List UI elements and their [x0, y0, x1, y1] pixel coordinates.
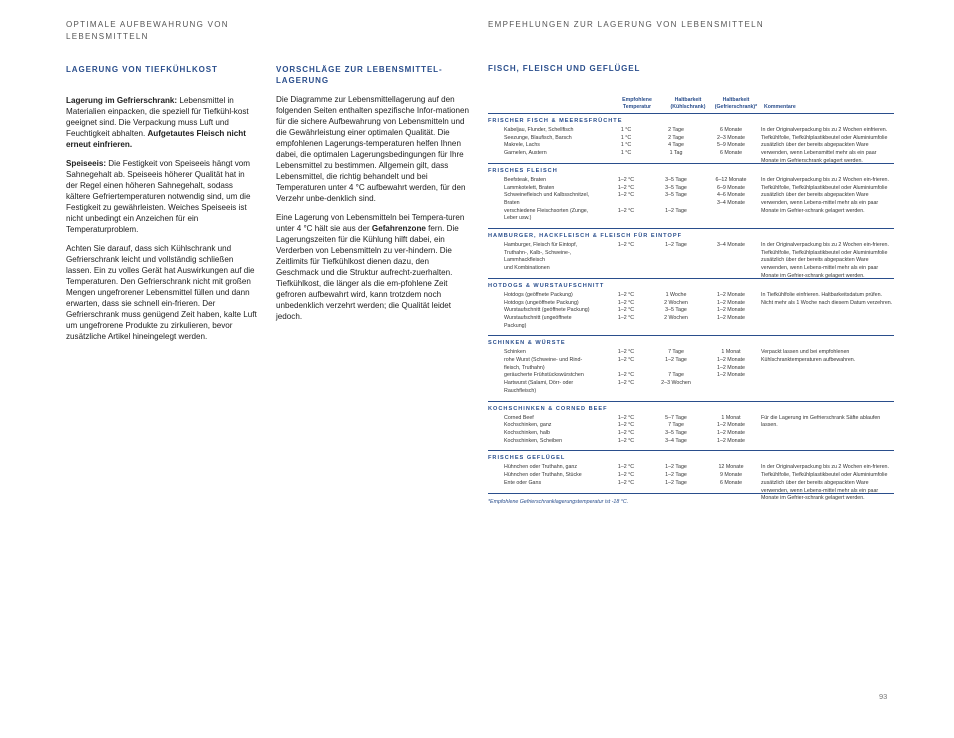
- food-name: Hotdogs (geöffnete Packung): [504, 291, 573, 298]
- food-name: Hühnchen oder Truthahn, Stücke: [504, 472, 582, 479]
- food-name: rohe Wurst (Schweine- und Rind-: [504, 357, 583, 364]
- fridge-duration: 3–5 Tage: [665, 176, 687, 183]
- food-name: Lammhackfleisch: [504, 257, 545, 264]
- temperature: 1–2 °C: [617, 242, 635, 249]
- group-title: FRISCHES GEFLÜGEL: [488, 455, 566, 462]
- fridge-duration: 3–4 Tage: [665, 437, 687, 444]
- temperature: 1 °C: [620, 142, 632, 149]
- temperature: 1–2 °C: [617, 349, 635, 356]
- fridge-duration: 1–2 Tage: [665, 357, 687, 364]
- fridge-duration: 1–2 Tage: [665, 472, 687, 479]
- freezer-duration: 6 Monate: [719, 479, 743, 486]
- header-fridge: Haltbarkeit (Kühlschrank): [670, 97, 706, 110]
- freezer-duration: 1–2 Monate: [717, 422, 745, 429]
- food-name: Kochschinken, ganz: [504, 422, 552, 429]
- food-name: Hühnchen oder Truthahn, ganz: [504, 464, 578, 471]
- freezer-duration: [702, 208, 760, 216]
- temperature: [602, 265, 650, 273]
- fridge-duration: 3–5 Tage: [665, 429, 687, 436]
- fridge-duration: 4 Tage: [668, 142, 684, 149]
- fridge-duration: 5–7 Tage: [665, 414, 687, 421]
- food-name: Packung): [504, 322, 527, 329]
- temperature: [602, 323, 650, 331]
- freezer-duration: 1 Monat: [721, 414, 741, 421]
- temperature: [602, 250, 650, 258]
- running-head-left: OPTIMALE AUFBEWAHRUNG VON LEBENSMITTELN: [66, 20, 229, 41]
- freezer-duration: 3–4 Monate: [717, 199, 745, 206]
- freezer-duration: 1 Monat: [721, 349, 741, 356]
- fridge-duration: [650, 265, 702, 273]
- food-name: und Kombinationen: [504, 265, 550, 272]
- comment: In der Originalverpackung bis zu 2 Wochen ein-frieren. Tiefkühlfolie, Tiefkühlplastikbeutel oder Aluminiumfolie zusätzlich über der bereits abgepackten Ware verwenden, wenn Lebens-mittel mehr als ein paar Monate im Gefrier-schrank gelagert werden.: [761, 464, 889, 502]
- temperature: [602, 365, 650, 373]
- temperature: 1–2 °C: [617, 192, 635, 199]
- temperature: 1 °C: [620, 150, 632, 157]
- freezer-duration: [702, 215, 760, 223]
- comment: Für die Lagerung im Gefrierschrank Säfte ablaufen lassen.: [761, 414, 881, 429]
- storage-table-section: [488, 64, 894, 505]
- food-name: Kabeljau, Flunder, Schellfisch: [504, 127, 574, 133]
- food-name: Beefsteak, Braten: [504, 176, 547, 183]
- food-name: Schweinefleisch und Kalbsschnitzel,: [504, 192, 590, 199]
- freezer-duration: 1–2 Monate: [717, 291, 745, 298]
- fridge-duration: 3–5 Tage: [665, 192, 687, 199]
- paragraph: Achten Sie darauf, dass sich Kühlschrank und Gefrierschrank leicht und vollständig schließen lassen. Ein zu volles Gerät hat Auswirkungen auf die Temperaturen. Den Gefrierschrank nicht mit großen Mengen ungefrorener Lebensmittel füllen und dann erwarten, dass sie schnell ein-frieren. Der Gefrierschrank muss genügend Zeit haben, kalte Luft um ungefrorene Produkte zu zirkulieren, bevor zusätzliche Artikel hineingelegt werden.: [66, 243, 257, 341]
- table-row: [488, 438, 894, 446]
- temperature: 1 °C: [620, 127, 632, 133]
- fridge-duration: [650, 323, 702, 331]
- temperature: 1–2 °C: [617, 357, 635, 364]
- fridge-duration: 3–5 Tage: [665, 184, 687, 191]
- group-title: KOCHSCHINKEN & CORNED BEEF: [488, 405, 608, 412]
- food-name: Kochschinken, Scheiben: [504, 437, 563, 444]
- food-name: Lammkotelett, Braten: [504, 184, 555, 191]
- group-rows: [488, 292, 894, 337]
- freezer-duration: 1–2 Monate: [717, 299, 745, 306]
- table-footnote: *Empfohlene Gefrierschranklagerungstemperatur ist -18 °C.: [488, 498, 629, 505]
- paragraph: Lagerung im Gefrierschrank: Lebensmittel in Materialien einpacken, die speziell für Tiefkühl-kost geeignet sind. Die Verpackung muss Luft und Feuchtigkeit abhalten. Aufgetautes Fleisch nicht erneut einfrieren.: [66, 96, 249, 150]
- fridge-duration: 7 Tage: [668, 422, 684, 429]
- freezer-duration: [702, 257, 760, 265]
- freezer-duration: 6–9 Monate: [717, 184, 745, 191]
- freezer-duration: [702, 388, 760, 396]
- fridge-duration: 1–2 Tage: [665, 464, 687, 471]
- food-name: Braten: [504, 199, 520, 206]
- temperature: 1–2 °C: [617, 299, 635, 306]
- food-name: Seezunge, Blaufisch, Barsch: [504, 134, 572, 141]
- freezer-duration: 1–2 Monate: [717, 364, 745, 371]
- temperature: 1–2 °C: [617, 414, 635, 421]
- food-name: fleisch, Truthahn): [504, 364, 545, 371]
- fridge-duration: 7 Tage: [668, 372, 684, 379]
- freezer-duration: 1–2 Monate: [717, 437, 745, 444]
- table-row: [488, 380, 894, 388]
- group-title: FRISCHER FISCH & MEERESFRÜCHTE: [488, 118, 623, 124]
- freezer-duration: 1–2 Monate: [717, 357, 745, 364]
- freezer-duration: 5–9 Monate: [717, 142, 745, 149]
- paragraph: Die Diagramme zur Lebensmittellagerung auf den folgenden Seiten enthalten spezifische Infor-mationen für die sichere Aufbewahrung von Lebensmitteln und die Gewährleistung einer optimalen Qualität. Die empfohlenen Lagerungs-temperaturen helfen Ihnen dabei, die optimalen Lagerungsbedingungen für Ihre Lebensmittel zu bestimmen. Allgemein gilt, dass Lebensmittel, die richtig behandelt und bei Temperaturen unter 4 °C aufbewahrt werden, für den Verzehr unbe-denklich sind.: [276, 95, 470, 204]
- fridge-duration: 7 Tage: [668, 349, 684, 356]
- freezer-duration: 6–12 Monate: [715, 176, 747, 183]
- section-heading: VORSCHLÄGE ZUR LEBENSMITTEL-LAGERUNG: [276, 65, 443, 85]
- food-name: Ente oder Gans: [504, 479, 542, 486]
- table-row: [488, 430, 894, 438]
- temperature: [602, 200, 650, 208]
- page-number: 93: [879, 692, 888, 701]
- header-comment: Kommentare: [764, 103, 796, 110]
- food-name: Rauchfleisch): [504, 387, 537, 394]
- table-heading: FISCH, FLEISCH UND GEFLÜGEL: [488, 64, 641, 73]
- table-row: [488, 307, 894, 315]
- group-rows: [488, 127, 894, 164]
- food-name: Hartwurst (Salami, Dörr- oder: [504, 380, 574, 387]
- fridge-duration: 1 Tag: [669, 150, 683, 157]
- group-title: SCHINKEN & WÜRSTE: [488, 340, 566, 347]
- comment: Verpackt lassen und bei empfohlenen Kühlschranktemperaturen aufbewahren.: [761, 349, 856, 364]
- fridge-duration: 2 Wochen: [664, 314, 688, 321]
- temperature: [602, 215, 650, 223]
- temperature: 1–2 °C: [617, 372, 635, 379]
- freezer-duration: 12 Monate: [718, 464, 744, 471]
- food-name: Wurstaufschnitt (ungeöffnete: [504, 314, 572, 321]
- fridge-duration: [650, 257, 702, 265]
- temperature: [602, 388, 650, 396]
- food-name: Garnelen, Austern: [504, 150, 547, 157]
- freezer-duration: 9 Monate: [719, 472, 743, 479]
- freezer-duration: 1–2 Monate: [717, 372, 745, 379]
- running-head-right: EMPFEHLUNGEN ZUR LAGERUNG VON LEBENSMITTELN: [488, 20, 764, 29]
- temperature: 1–2 °C: [617, 307, 635, 314]
- table-row: [488, 323, 894, 331]
- group-rows: [488, 242, 894, 279]
- comment: In der Originalverpackung bis zu 2 Wochen ein-frieren. Tiefkühlfolie, Tiefkühlplastikbeutel oder Aluminiumfolie zusätzlich über der bereits abgepackten Ware verwenden, wenn Lebens-mittel mehr als ein paar Monate im Gefrier-schrank gelagert werden.: [761, 242, 889, 279]
- food-name: Hamburger, Fleisch für Eintopf,: [504, 242, 578, 249]
- freezer-duration: [702, 250, 760, 258]
- temperature: 1–2 °C: [617, 314, 635, 321]
- fridge-duration: 1 Woche: [665, 291, 687, 298]
- group-rows: [488, 177, 894, 229]
- food-name: Schinken: [504, 349, 526, 356]
- food-name: Leber usw.): [504, 215, 532, 222]
- fridge-duration: 2 Wochen: [664, 299, 688, 306]
- temperature: 1–2 °C: [617, 184, 635, 191]
- freezer-duration: [702, 323, 760, 331]
- fridge-duration: 2 Tage: [668, 134, 684, 141]
- freezer-duration: 1–2 Monate: [717, 314, 745, 321]
- fridge-duration: 2 Tage: [668, 127, 684, 133]
- food-name: Hotdogs (ungeöffnete Packung): [504, 299, 579, 306]
- table-row: [488, 388, 894, 396]
- column-vorschlaege: [276, 64, 470, 330]
- temperature: 1–2 °C: [617, 479, 635, 486]
- temperature: 1–2 °C: [617, 380, 635, 387]
- freezer-duration: 1–2 Monate: [717, 429, 745, 436]
- temperature: 1–2 °C: [617, 176, 635, 183]
- group-title: HAMBURGER, HACKFLEISCH & FLEISCH FÜR EINTOPF: [488, 233, 682, 240]
- header-temperature: Empfohlene Temperatur: [622, 97, 652, 110]
- freezer-duration: 4–6 Monate: [717, 192, 745, 199]
- temperature: 1–2 °C: [617, 291, 635, 298]
- temperature: 1–2 °C: [617, 207, 635, 214]
- fridge-duration: 3–5 Tage: [665, 307, 687, 314]
- table-header-row: [488, 96, 894, 114]
- table-row: [488, 372, 894, 380]
- freezer-duration: [702, 380, 760, 388]
- comment: In Tiefkühlfolie einfrieren. Haltbarkeitsdatum prüfen. Nicht mehr als 1 Woche nach diesem Datum verzehren.: [761, 291, 893, 306]
- fridge-duration: 1–2 Tage: [665, 242, 687, 249]
- group-title: HOTDOGS & WURSTAUFSCHNITT: [488, 282, 605, 289]
- food-name: geräucherte Frühstückswürstchen: [504, 372, 584, 379]
- table-row: [488, 215, 894, 223]
- fridge-duration: [650, 200, 702, 208]
- fridge-duration: [650, 388, 702, 396]
- temperature: 1–2 °C: [617, 472, 635, 479]
- fridge-duration: [650, 215, 702, 223]
- comment: In der Originalverpackung bis zu 2 Wochen ein-frieren. Tiefkühlfolie, Tiefkühlplastikbeutel oder Aluminiumfolie zusätzlich über der bereits abgepackten Ware verwenden, wenn Lebens-mittel mehr als ein paar Monate im Gefrier-schrank gelagert werden.: [761, 176, 889, 214]
- freezer-duration: 6 Monate: [719, 150, 743, 157]
- fridge-duration: 1–2 Tage: [665, 207, 687, 214]
- table-row: [488, 365, 894, 373]
- temperature: 1 °C: [620, 134, 632, 141]
- temperature: [602, 257, 650, 265]
- fridge-duration: 1–2 Tage: [665, 479, 687, 486]
- freezer-duration: 6 Monate: [719, 127, 743, 133]
- freezer-duration: 2–3 Monate: [717, 134, 745, 141]
- food-name: Kochschinken, halb: [504, 429, 550, 436]
- temperature: 1–2 °C: [617, 437, 635, 444]
- group-rows: [488, 415, 894, 452]
- freezer-duration: 3–4 Monate: [717, 242, 745, 249]
- food-name: Makrele, Lachs: [504, 142, 540, 149]
- paragraph: Eine Lagerung von Lebensmitteln bei Tempera-turen unter 4 °C hält sie aus der Gefahrenzone fern. Die Lagerungszeiten für die Kühlung hilft dabei, ein Verderben von Lebensmitteln zu ver-hindern. Die Zeitlimits für Tiefkühlkost dienen dazu, den Geschmack und die Struktur aufrecht-zuerhalten. Tiefkühlkost, die länger als die em-pfohlene Zeit gefroren aufbewahrt wird, kann trotzdem noch unbedenklich verzehrt werden; die Qualität leidet jedoch.: [276, 212, 465, 322]
- food-name: Corned Beef: [504, 414, 534, 421]
- group-rows: [488, 349, 894, 401]
- group-title: FRISCHES FLEISCH: [488, 167, 558, 174]
- food-name: verschiedene Fleischsorten (Zunge,: [504, 207, 589, 214]
- food-name: Truthahn-, Kalb-, Schweine-,: [504, 249, 572, 256]
- section-heading: LAGERUNG VON TIEFKÜHLKOST: [66, 65, 218, 74]
- temperature: 1–2 °C: [617, 464, 635, 471]
- temperature: 1–2 °C: [617, 429, 635, 436]
- freezer-duration: 1–2 Monate: [717, 307, 745, 314]
- freezer-duration: [702, 265, 760, 273]
- fridge-duration: [650, 365, 702, 373]
- fridge-duration: [650, 250, 702, 258]
- food-name: Wurstaufschnitt (geöffnete Packung): [504, 307, 590, 314]
- comment: In der Originalverpackung bis zu 2 Wochen einfrieren. Tiefkühlfolie, Tiefkühlplastikbeutel oder Aluminiumfolie zusätzlich über der bereits abgepackten Ware verwenden, wenn Lebensmittel mehr als ein paar Monate im Gefrierschrank gelagert werden.: [761, 127, 888, 164]
- paragraph: Speiseeis: Die Festigkeit von Speiseeis hängt vom Sahnegehalt ab. Speiseeis höherer Qualität hat in der Regel einen höheren Sahnegehalt, sodass kältere Gefriertemperaturen notwendig sind, um die Festigkeit zu gewährleisten. Weiches Speiseeis ist nicht unbedingt ein Anzeichen für ein Temperaturproblem.: [66, 158, 251, 235]
- temperature: 1–2 °C: [617, 422, 635, 429]
- table-row: [488, 315, 894, 323]
- column-tiefkuehlkost: [66, 64, 258, 349]
- header-freezer: Haltbarkeit (Gefrierschrank)*: [714, 97, 758, 110]
- fridge-duration: 2–3 Wochen: [661, 380, 691, 387]
